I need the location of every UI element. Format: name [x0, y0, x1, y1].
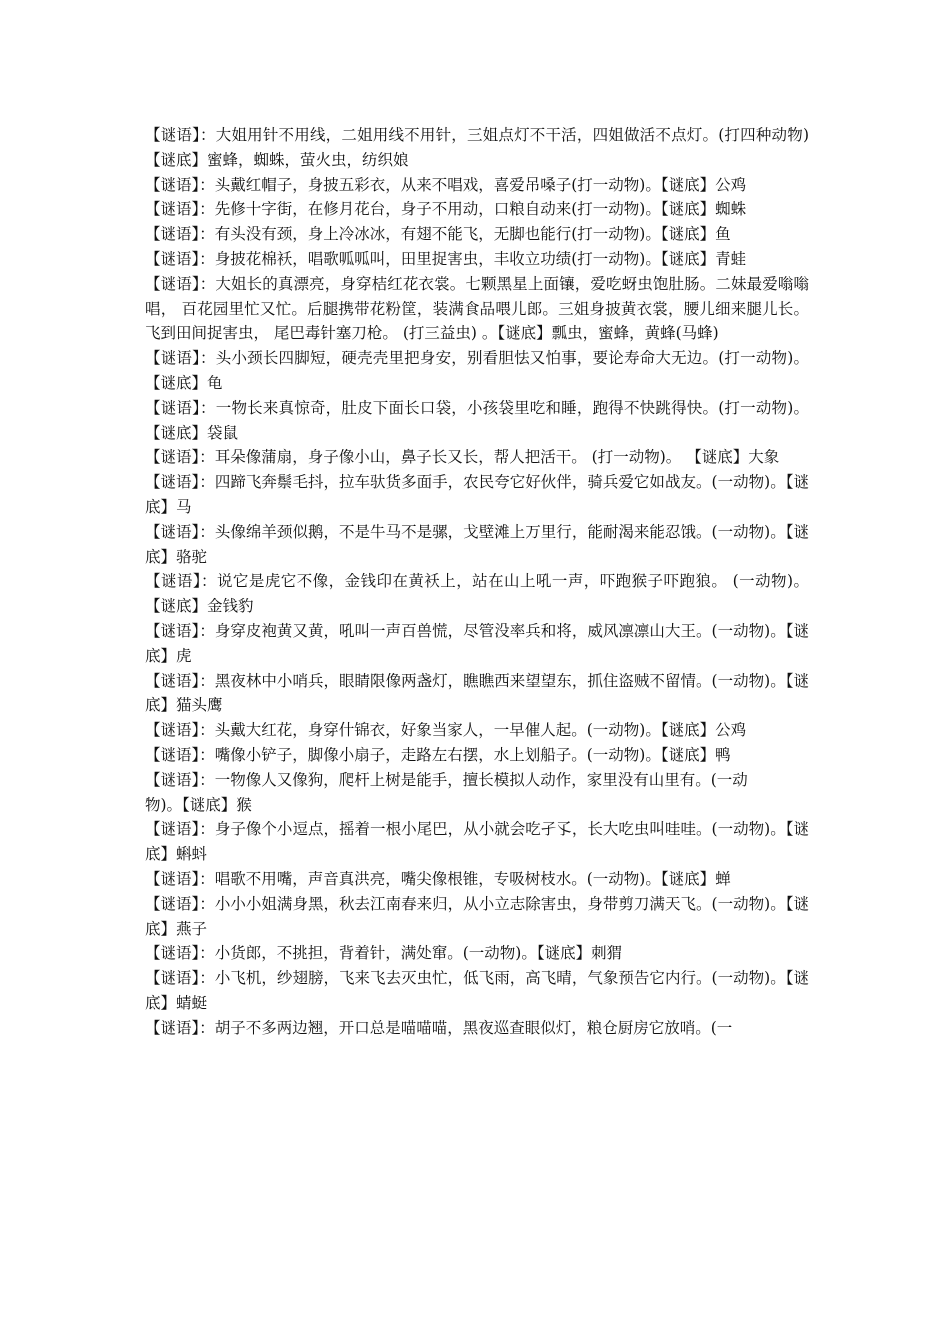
- riddle-paragraph: 【谜语】：小飞机，纱翅膀，飞来飞去灭虫忙，低飞雨，高飞晴，气象预告它内行。(一动物)。【谜底】蜻蜓: [145, 969, 809, 1012]
- riddle-paragraph: 【谜语】：先修十字街，在修月花台，身子不用动，口粮自动来(打一动物)。【谜底】蜘蛛: [145, 200, 747, 219]
- riddle-paragraph: 物)。【谜底】猴: [145, 795, 252, 814]
- riddle-paragraph: 【谜语】：有头没有颈，身上冷冰冰，有翅不能飞，无脚也能行(打一动物)。【谜底】鱼: [145, 225, 731, 244]
- riddle-list: [145, 123, 809, 1040]
- riddle-paragraph: 【谜语】：一物长来真惊奇，肚皮下面长口袋，小孩袋里吃和睡，跑得不快跳得快。(打一动物)。【谜底】袋鼠: [145, 398, 809, 442]
- riddle-paragraph: 【谜语】：小小小姐满身黑，秋去江南春来归，从小立志除害虫，身带剪刀满天飞。(一动物)。【谜底】燕子: [145, 894, 809, 938]
- riddle-paragraph: 【谜语】：身披花棉袄，唱歌呱呱叫，田里捉害虫，丰收立功绩(打一动物)。【谜底】青蛙: [145, 249, 747, 268]
- riddle-paragraph: 【谜语】：大姐长的真漂亮，身穿桔红花衣裳。七颗黑星上面镶，爱吃蚜虫饱肚肠。二妹最爱嗡嗡唱， 百花园里忙又忙。后腿携带花粉筐，装满食品喂儿郎。三姐身披黄衣裳，腰儿细来腿儿长。飞到田间捉害虫， 尾巴毒针塞刀枪。 (打三益虫) 。【谜底】瓢虫，蜜蜂，黄蜂(马蜂): [145, 274, 809, 343]
- riddle-paragraph: 【谜语】：四蹄飞奔鬃毛抖，拉车驮货多面手，农民夸它好伙伴，骑兵爱它如战友。(一动物)。【谜底】马: [145, 473, 809, 516]
- riddle-paragraph: 【谜语】：嘴像小铲子，脚像小扇子，走路左右摆，水上划船子。(一动物)。【谜底】鸭: [145, 745, 731, 764]
- riddle-paragraph: 【谜语】：身子像个小逗点，摇着一根小尾巴，从小就会吃孑孓，长大吃虫叫哇哇。(一动物)。【谜底】蝌蚪: [145, 820, 809, 864]
- riddle-paragraph: 【谜语】：小货郎，不挑担，背着针，满处窜。(一动物)。【谜底】刺猬: [145, 944, 623, 963]
- riddle-paragraph: 【谜语】：头戴大红花，身穿什锦衣，好象当家人，一早催人起。(一动物)。【谜底】公鸡: [145, 721, 747, 740]
- riddle-paragraph: 【谜语】：大姐用针不用线，二姐用线不用针，三姐点灯不干活，四姐做活不点灯。(打四种动物)【谜底】蜜蜂，蜘蛛，萤火虫，纺织娘: [145, 126, 809, 169]
- riddle-paragraph: 【谜语】：黑夜林中小哨兵，眼睛限像两盏灯，瞧瞧西来望望东，抓住盗贼不留情。(一动物)。【谜底】猫头鹰: [145, 671, 809, 715]
- riddle-paragraph: 【谜语】：唱歌不用嘴，声音真洪亮，嘴尖像根锥，专吸树枝水。(一动物)。【谜底】蝉: [145, 869, 731, 888]
- riddle-paragraph: 【谜语】：一物像人又像狗，爬杆上树是能手，擅长模拟人动作，家里没有山里有。(一动: [145, 770, 748, 789]
- riddle-paragraph: 【谜语】：头像绵羊颈似鹅，不是牛马不是骡，戈壁滩上万里行，能耐渴来能忍饿。(一动物)。【谜底】骆驼: [145, 522, 809, 566]
- riddle-paragraph: 【谜语】：头小颈长四脚短，硬壳壳里把身安，别看胆怯又怕事，要论寿命大无边。(打一动物)。【谜底】龟: [145, 349, 809, 392]
- riddle-paragraph: 【谜语】：耳朵像蒲扇，身子像小山，鼻子长又长，帮人把活干。 (打一动物)。 【谜底】大象: [145, 448, 780, 467]
- riddle-paragraph: 【谜语】：胡子不多两边翘，开口总是喵喵喵，黑夜巡查眼似灯，粮仓厨房它放哨。(一: [145, 1018, 733, 1037]
- riddle-paragraph: 【谜语】：说它是虎它不像，金钱印在黄袄上，站在山上吼一声，吓跑猴子吓跑狼。 (一动物)。【谜底】金钱豹: [145, 572, 809, 616]
- riddle-paragraph: 【谜语】：身穿皮袍黄又黄，吼叫一声百兽慌，尽管没率兵和将，威风凛凛山大王。(一动物)。【谜底】虎: [145, 621, 809, 665]
- riddle-paragraph: 【谜语】：头戴红帽子，身披五彩衣，从来不唱戏，喜爱吊嗓子(打一动物)。【谜底】公鸡: [145, 175, 747, 194]
